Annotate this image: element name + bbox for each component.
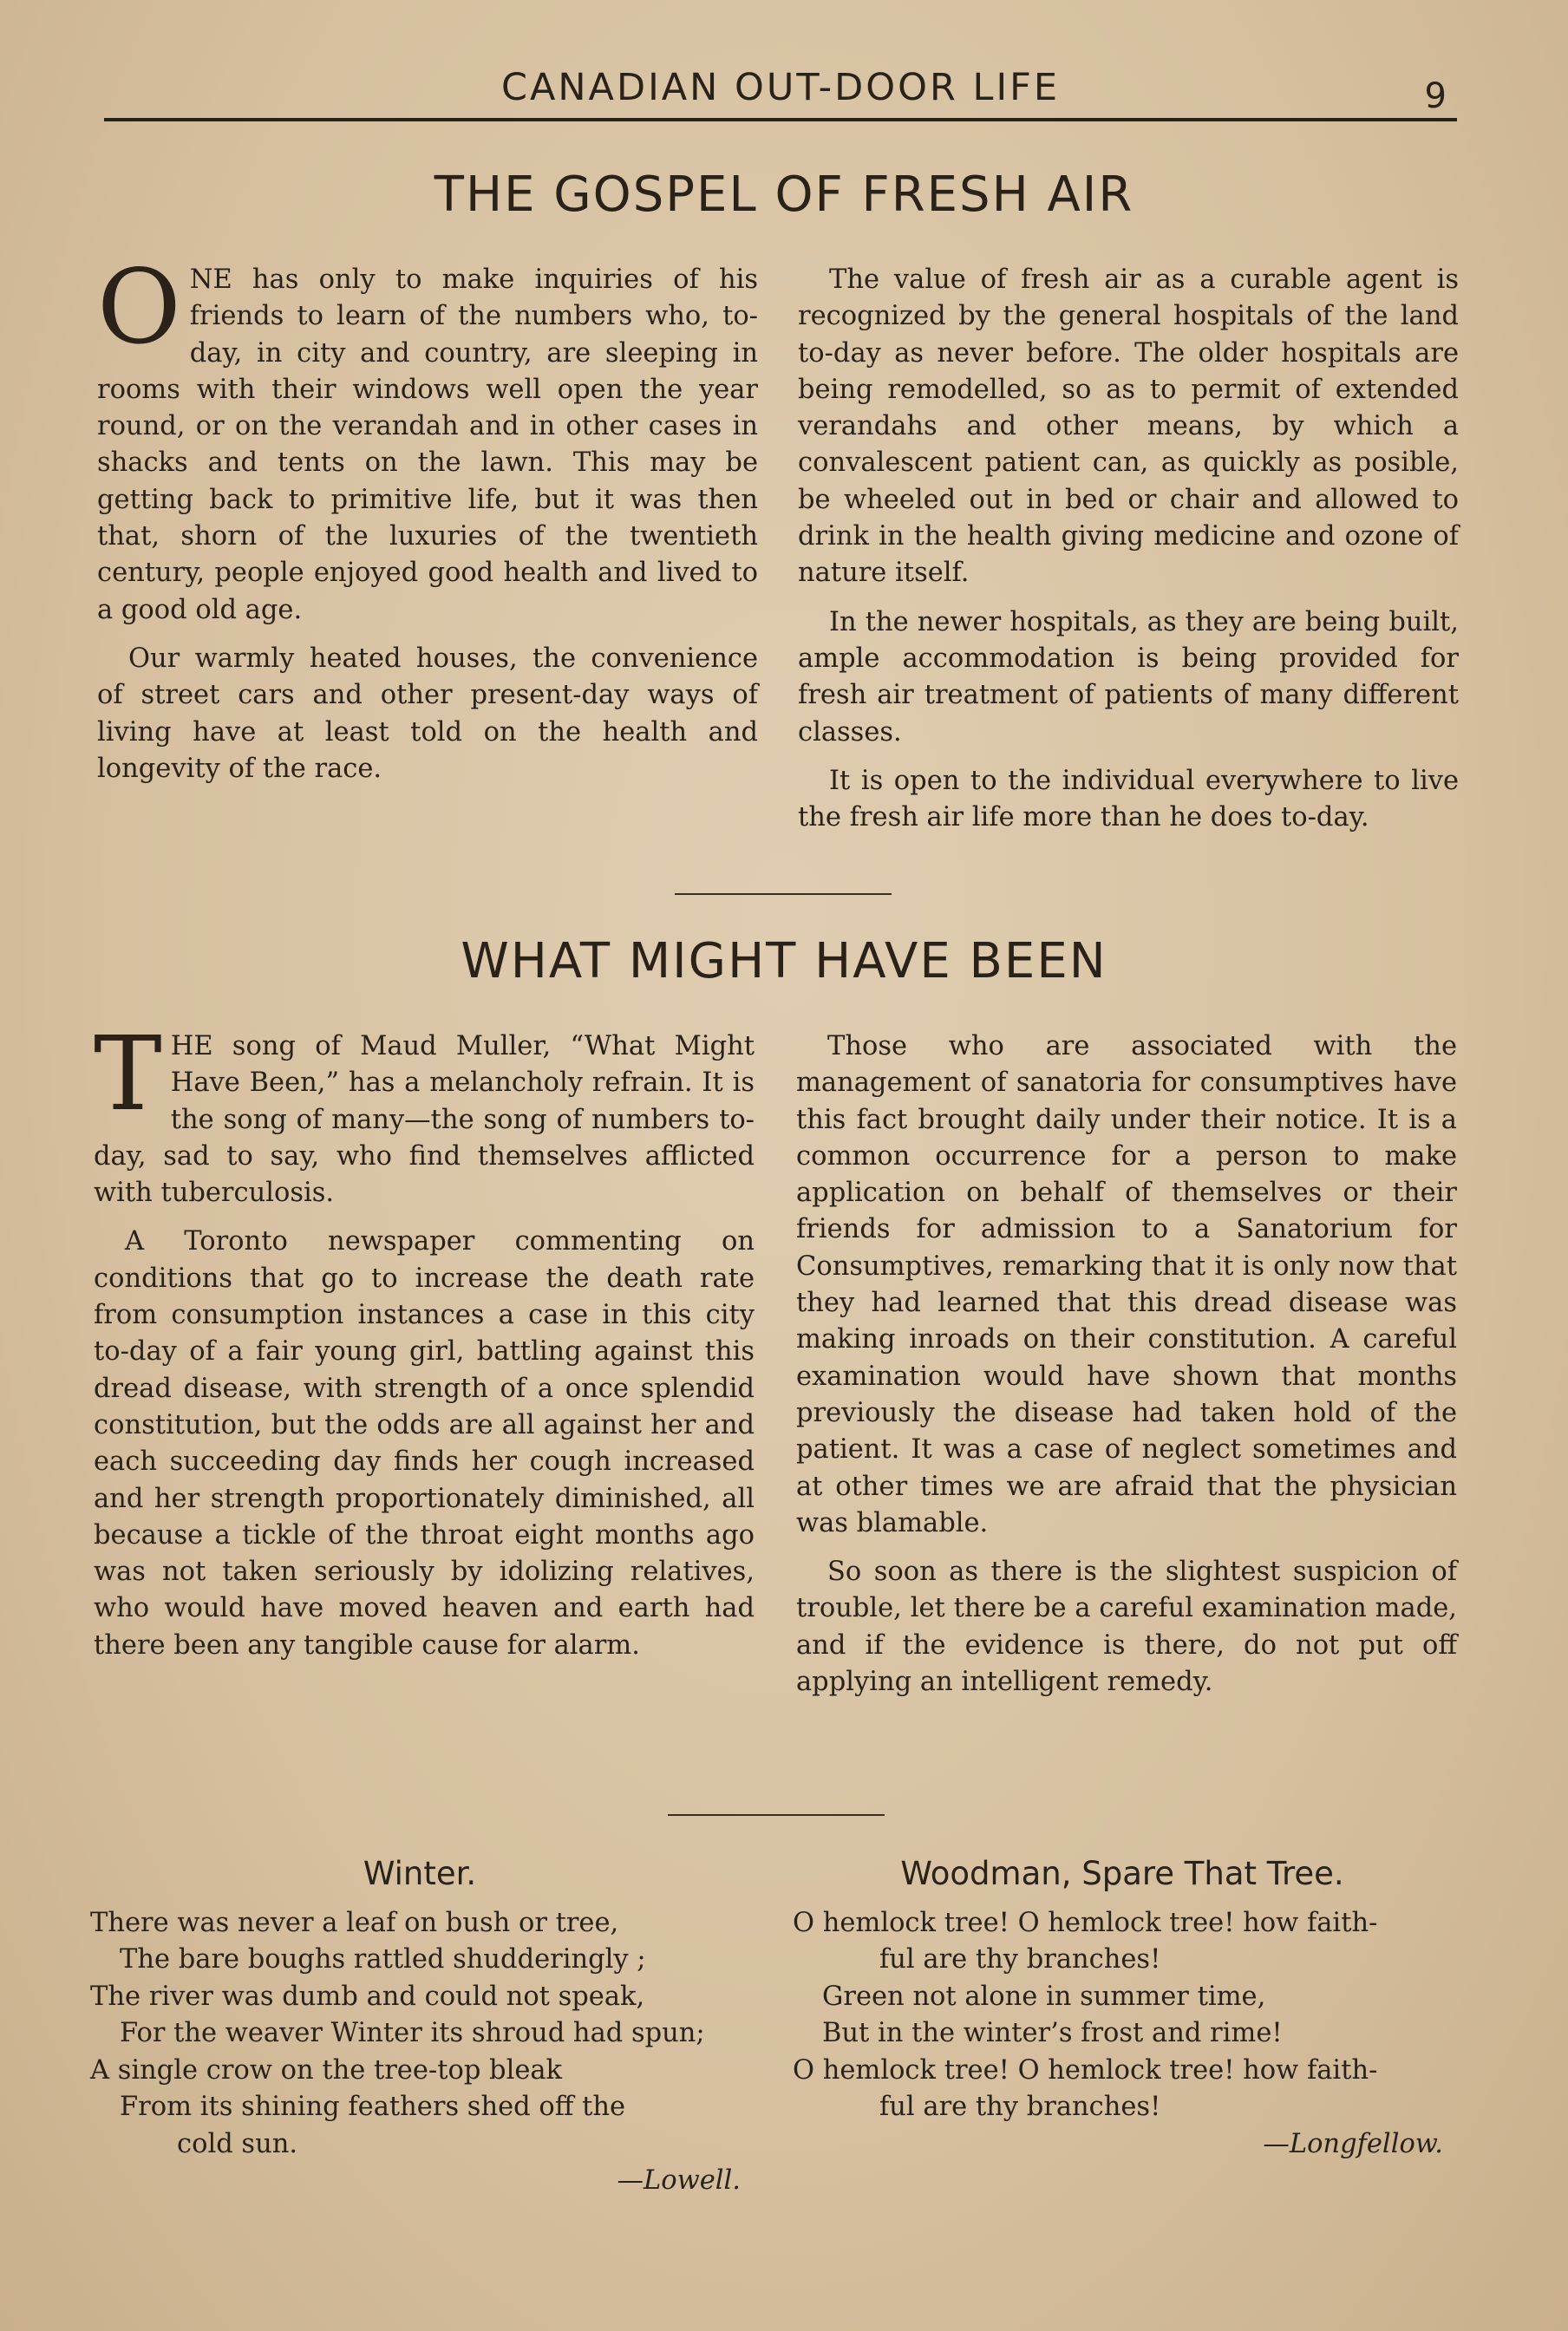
poem-winter [90, 1856, 749, 2200]
poem-line: There was never a leaf on bush or tree, [90, 1907, 619, 1938]
article1-paragraph-1: ONE has only to make inquiries of his friends to learn of the numbers who, to-day, in city and country, are sleeping in rooms with their windows well open the year round, or on the verandah and in other cases in shacks and tents on the lawn. This may be getting back to primitive life, but it was then that, shorn of the luxuries of the twentieth century, people enjoyed good health and lived to a good old age. [97, 247, 758, 625]
article1-right-column [798, 262, 1459, 848]
article1-left-column [97, 247, 758, 800]
poem-line: ful are thy branches! [879, 1944, 1161, 1975]
poem-title: Woodman, Spare That Tree. [900, 1855, 1344, 1892]
article2-right-column [796, 1028, 1457, 1713]
poem-line: O hemlock tree! O hemlock tree! how faith- [793, 1907, 1378, 1938]
magazine-title: CANADIAN OUT-DOOR LIFE [500, 66, 1061, 109]
poem-line: Green not alone in summer time, [822, 1981, 1266, 2012]
drop-cap: T [94, 1014, 162, 1133]
article1-paragraph-3: The value of fresh air as a curable agent is recognized by the general hospitals of the land to-day as never before. The older hospitals are being remodelled, so as to permit of extended verandahs and other means, by which a convalescent patient can, as quickly as posible, be wheeled out in bed or chair and allowed to drink in the health giving medicine and ozone of nature itself. [798, 264, 1459, 589]
article-title-fresh-air: THE GOSPEL OF FRESH AIR [434, 166, 1134, 223]
article-title-what-might-have-been: WHAT MIGHT HAVE BEEN [461, 933, 1107, 989]
drop-cap: O [97, 247, 181, 367]
poem-line: A single crow on the tree-top bleak [90, 2054, 563, 2086]
page-number: 9 [1424, 76, 1447, 116]
article2-paragraph-2: A Toronto newspaper commenting on conditions that go to increase the death rate from consumption instances a case in this city to-day of a fair young girl, battling against this dread disease, with strength of a once splendid constitution, but the odds are all against her and each succeeding day finds her cough increased and her strength proportionately diminished, all because a tickle of the throat eight months ago was not taken seriously by idolizing relatives, who would have moved heaven and earth had there been any tangible cause for alarm. [94, 1226, 755, 1661]
article2-paragraph-4: So soon as there is the slightest suspicion of trouble, let there be a careful examination made, and if the evidence is there, do not put off applying an intelligent remedy. [796, 1557, 1457, 1698]
poem-line: ful are thy branches! [879, 2092, 1161, 2122]
poem-line: But in the winter’s frost and rime! [822, 2018, 1283, 2048]
poem-attribution: —Longfellow. [1263, 2128, 1443, 2159]
section-divider [668, 1814, 885, 1816]
poem-line: The river was dumb and could not speak, [90, 1981, 645, 2012]
poem-line: The bare boughs rattled shudderingly ; [120, 1944, 646, 1975]
poem-line: cold sun. [177, 2128, 298, 2159]
article1-paragraph-2: Our warmly heated houses, the convenience of street cars and other present-day ways of living have at least told on the health and longevity of the race. [97, 643, 758, 784]
article1-paragraph-5: It is open to the individual everywhere to live the fresh air life more than he does to-day. [798, 765, 1459, 833]
article2-paragraph-1: THE song of Maud Muller, “What Might Have Been,” has a melancholy refrain. It is the song of many—the song of numbers to-day, sad to say, who find themselves afflicted with tuberculosis. [94, 1014, 755, 1209]
poem-line: From its shining feathers shed off the [120, 2092, 626, 2122]
poem-line: For the weaver Winter its shroud had spun; [120, 2018, 705, 2048]
article2-paragraph-3: Those who are associated with the management of sanatoria for consumptives have this fact brought daily under their notice. It is a common occurrence for a person to make application on behalf of themselves or their friends for admission to a Sanatorium for Consumptives, remarking that it is only now that they had learned that this dread disease was making inroads on their constitution. A careful examination would have shown that months previously the disease had taken hold of the patient. It was a case of neglect sometimes and at other times we are afraid that the physician was blamable. [796, 1031, 1457, 1538]
section-divider [675, 893, 892, 895]
poem-title: Winter. [363, 1855, 477, 1892]
running-header [104, 66, 1457, 121]
poem-woodman [793, 1856, 1452, 2163]
poem-line: O hemlock tree! O hemlock tree! how faith- [793, 2054, 1378, 2086]
article2-left-column [94, 1014, 755, 1676]
article1-paragraph-4: In the newer hospitals, as they are being built, ample accommodation is being provided for fresh air treatment of patients of many different classes. [798, 606, 1459, 748]
poem-attribution: —Lowell. [617, 2165, 741, 2196]
